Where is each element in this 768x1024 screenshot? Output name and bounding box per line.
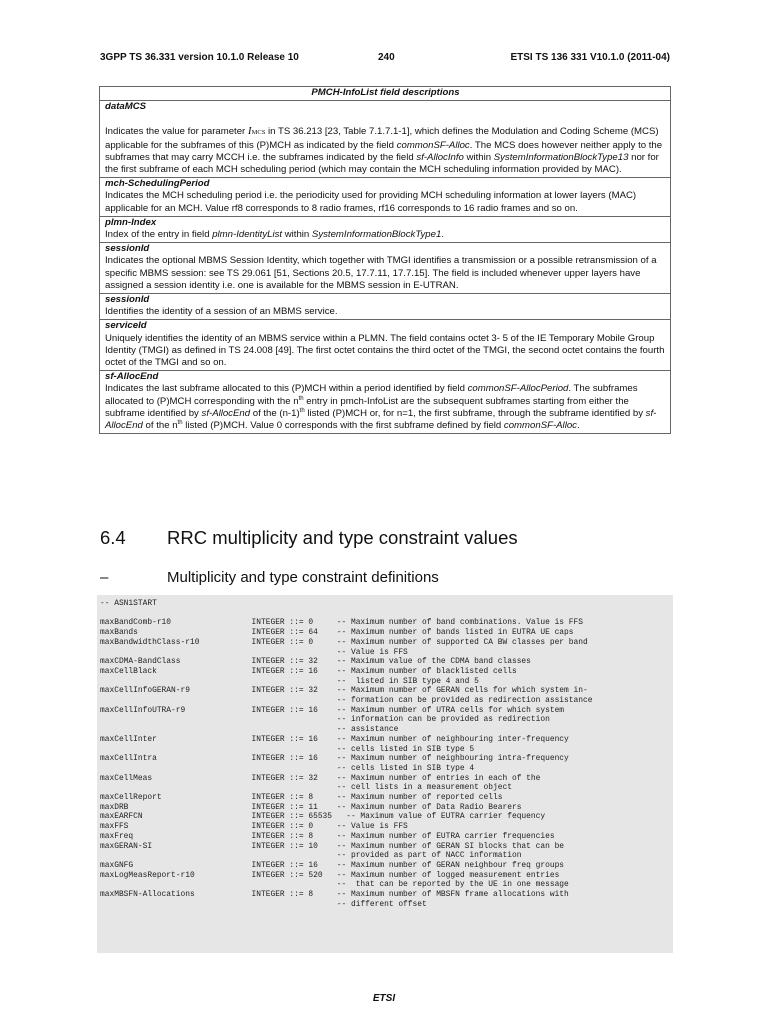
desc-text: nor for the first subframe of each MCH scheduling period (which may contain the MCH scheduling information provided by MAC).	[105, 151, 659, 176]
desc-text: Index of the entry in field	[105, 229, 213, 241]
field-cell	[100, 178, 671, 217]
asn1-constant-line: maxCellInfoGERAN-r9 INTEGER ::= 32 -- Maximum number of GERAN cells for which system in-	[100, 686, 588, 696]
param-symbol: I	[247, 125, 252, 138]
table-row-serviceid	[100, 320, 671, 371]
asn1-comment-line: -- information can be provided as redirection	[336, 715, 550, 725]
asn1-constant-line: maxFreq INTEGER ::= 8 -- Maximum number of EUTRA carrier frequencies	[100, 831, 555, 841]
desc-field-ref: sf-AllocInfo	[416, 151, 464, 163]
asn1-constant-line: maxFFS INTEGER ::= 0 -- Value is FFS	[100, 822, 408, 832]
field-description	[105, 229, 666, 241]
asn1-constant-line: maxDRB INTEGER ::= 11 -- Maximum number of Data Radio Bearers	[100, 802, 522, 812]
desc-text: entry in pmch-InfoList are the subsequent subframes starting from either the subframe identified by	[105, 395, 629, 419]
asn1-comment-line: -- assistance	[336, 725, 399, 735]
desc-text: within	[463, 151, 494, 163]
subsection-dash: –	[100, 569, 109, 586]
asn1-constant-line: maxGERAN-SI INTEGER ::= 10 -- Maximum number of GERAN SI blocks that can be	[100, 841, 565, 851]
asn1-constant-line: maxBandComb-r10 INTEGER ::= 0 -- Maximum number of band combinations. Value is FFS	[100, 618, 583, 628]
asn1-constant-line: maxCDMA-BandClass INTEGER ::= 32 -- Maximum value of the CDMA band classes	[100, 657, 531, 667]
desc-field-ref: commonSF-AllocPeriod	[467, 383, 569, 395]
field-description	[105, 190, 666, 214]
desc-text: Indicates the value for parameter	[105, 126, 248, 138]
field-description	[105, 383, 666, 432]
asn1-constant-line: maxCellReport INTEGER ::= 8 -- Maximum number of reported cells	[100, 793, 503, 803]
desc-text: Indicates the optional MBMS Session Identity, which together with TMGI identifies a transmission or a possible retransmission of a specific MBMS session: see TS 29.061 [51, Sections 20.5, 17.7.11, 17.7.15]. The field is included whenever upper layers have assigned a session identity i.e. one is available for the MBMS session in E-UTRAN.	[105, 255, 657, 291]
field-name: sessionId	[105, 294, 150, 306]
field-cell	[100, 294, 671, 320]
asn1-comment-line: -- provided as part of NACC information	[336, 851, 522, 861]
field-description	[105, 125, 666, 176]
desc-text: Indicates the MCH scheduling period i.e. the periodicity used for providing MCH scheduling information at lower layers (MAC) applicable for an MCH. Value rf8 corresponds to 8 radio frames, rf16 corresponds to 16 radio frames and so on.	[105, 190, 637, 214]
superscript: th	[177, 419, 183, 426]
table-row-sessionid-2	[100, 294, 671, 320]
asn1-comment-line: -- cells listed in SIB type 5	[336, 744, 475, 754]
field-description	[105, 306, 666, 318]
field-cell	[100, 216, 671, 242]
field-name: mch-SchedulingPeriod	[105, 178, 210, 190]
asn1-start-marker: -- ASN1START	[100, 599, 157, 608]
asn1-constant-line: maxCellMeas INTEGER ::= 32 -- Maximum number of entries in each of the	[100, 773, 541, 783]
superscript: th	[299, 407, 305, 414]
desc-field-ref: commonSF-Alloc	[503, 420, 577, 432]
desc-field-ref: sf-AllocEnd	[105, 407, 657, 432]
desc-text: . The subframes allocated to (P)MCH corresponding with the n	[105, 383, 638, 407]
asn1-constant-line: maxCellIntra INTEGER ::= 16 -- Maximum number of neighbouring intra-frequency	[100, 754, 569, 764]
field-description	[105, 255, 666, 292]
desc-field-ref: SystemInformationBlockType13	[493, 151, 629, 163]
field-description	[105, 333, 666, 370]
asn1-constant-line: maxEARFCN INTEGER ::= 65535 -- Maximum value of EUTRA carrier fequency	[100, 812, 546, 822]
desc-field-ref: plmn-IdentityList	[212, 229, 283, 241]
field-cell	[100, 243, 671, 294]
field-cell	[100, 320, 671, 371]
asn1-constant-line: maxCellBlack INTEGER ::= 16 -- Maximum number of blacklisted cells	[100, 666, 517, 676]
table-row-sessionid	[100, 243, 671, 294]
field-name: serviceId	[105, 320, 147, 332]
desc-text: of the n	[142, 420, 178, 432]
field-cell	[100, 371, 671, 434]
asn1-constant-line: maxLogMeasReport-r10 INTEGER ::= 520 -- Maximum number of logged measurement entries	[100, 870, 560, 880]
asn1-constant-line: maxGNFG INTEGER ::= 16 -- Maximum number of GERAN neighbour freq groups	[100, 860, 565, 870]
asn1-constant-line: maxCellInfoUTRA-r9 INTEGER ::= 16 -- Maximum number of UTRA cells for which system	[100, 705, 565, 715]
table-caption-row	[100, 87, 671, 101]
desc-text: in TS 36.213 [23, Table 7.1.7.1-1], which defines the Modulation and Coding Scheme (MCS) applicable for the subframes of this (P)MCH as indicated by the field	[105, 126, 659, 151]
section-title: RRC multiplicity and type constraint values	[167, 527, 518, 548]
header-etsi-reference: ETSI TS 136 331 V10.1.0 (2011-04)	[510, 52, 670, 63]
asn1-comment-line: -- that can be reported by the UE in one message	[336, 880, 569, 890]
asn1-constant-line: maxMBSFN-Allocations INTEGER ::= 8 -- Maximum number of MBSFN frame allocations with	[100, 890, 569, 900]
desc-text: of the (n-1)	[250, 407, 300, 419]
param-subscript: MCS	[251, 129, 266, 137]
desc-text: listed (P)MCH or, for n=1, the first subframe, through the subframe identified by	[304, 407, 646, 419]
imcs-parameter	[248, 125, 265, 137]
field-name: sf-AllocEnd	[105, 371, 159, 383]
asn1-constant-line: maxCellInter INTEGER ::= 16 -- Maximum number of neighbouring inter-frequency	[100, 734, 569, 744]
desc-field-ref: SystemInformationBlockType1	[311, 229, 442, 241]
desc-field-ref: commonSF-Alloc	[396, 139, 470, 151]
field-descriptions-table	[99, 86, 671, 434]
section-number: 6.4	[100, 527, 126, 548]
asn1-comment-line: -- Value is FFS	[336, 647, 408, 657]
asn1-code-block	[97, 595, 673, 953]
table-row-sf-allocend	[100, 371, 671, 434]
asn1-constant-line: maxBandwidthClass-r10 INTEGER ::= 0 -- Maximum number of supported CA BW classes per band	[100, 637, 588, 647]
desc-text: within	[282, 229, 312, 241]
desc-text: .	[441, 229, 444, 241]
table-row-datamcs	[100, 101, 671, 178]
asn1-comment-line: -- cells listed in SIB type 4	[336, 763, 475, 773]
desc-field-ref: sf-AllocEnd	[201, 407, 251, 419]
table-row-plmn-index	[100, 216, 671, 242]
asn1-comment-line: -- cell lists in a measurement object	[336, 783, 512, 793]
table-caption-suffix: field descriptions	[377, 87, 460, 98]
desc-text: .	[576, 420, 580, 432]
desc-text: . The MCS does however neither apply to the subframes that may carry MCCH i.e. the subframes indicated by the field	[105, 139, 663, 163]
desc-text: listed (P)MCH. Value 0 corresponds with the first subframe defined by field	[182, 420, 504, 432]
desc-text: Identifies the identity of a session of an MBMS service.	[105, 306, 338, 318]
field-name: dataMCS	[105, 101, 147, 113]
page-header	[100, 52, 670, 66]
field-cell	[100, 101, 671, 178]
table-row-mch-schedulingperiod	[100, 178, 671, 217]
header-page-number: 240	[378, 52, 395, 63]
desc-text: Uniquely identifies the identity of an MBMS service within a PLMN. The field contains octet 3- 5 of the IE Temporary Mobile Group Identity (TMGI) as defined in TS 24.008 [49]. The first octet contains the third octet of the TMGI, the second octet contains the fourth octet of the TMGI and so on.	[105, 332, 665, 369]
field-name: sessionId	[105, 243, 150, 255]
table-caption-ie-name: PMCH-InfoList	[311, 87, 378, 98]
asn1-comment-line: -- different offset	[336, 899, 427, 909]
asn1-comment-line: -- formation can be provided as redirection assistance	[336, 696, 593, 706]
page-footer: ETSI	[372, 993, 396, 1004]
subsection-title: Multiplicity and type constraint definitions	[167, 569, 439, 586]
asn1-constant-line: maxBands INTEGER ::= 64 -- Maximum number of bands listed in EUTRA UE caps	[100, 628, 574, 638]
desc-text: Indicates the last subframe allocated to this (P)MCH within a period identified by field	[105, 383, 468, 395]
asn1-code	[100, 599, 592, 910]
field-name: plmn-Index	[105, 216, 157, 228]
asn1-comment-line: -- listed in SIB type 4 and 5	[336, 676, 479, 686]
superscript: th	[298, 395, 304, 402]
header-spec-version: 3GPP TS 36.331 version 10.1.0 Release 10	[100, 52, 299, 63]
table-caption	[100, 87, 671, 101]
